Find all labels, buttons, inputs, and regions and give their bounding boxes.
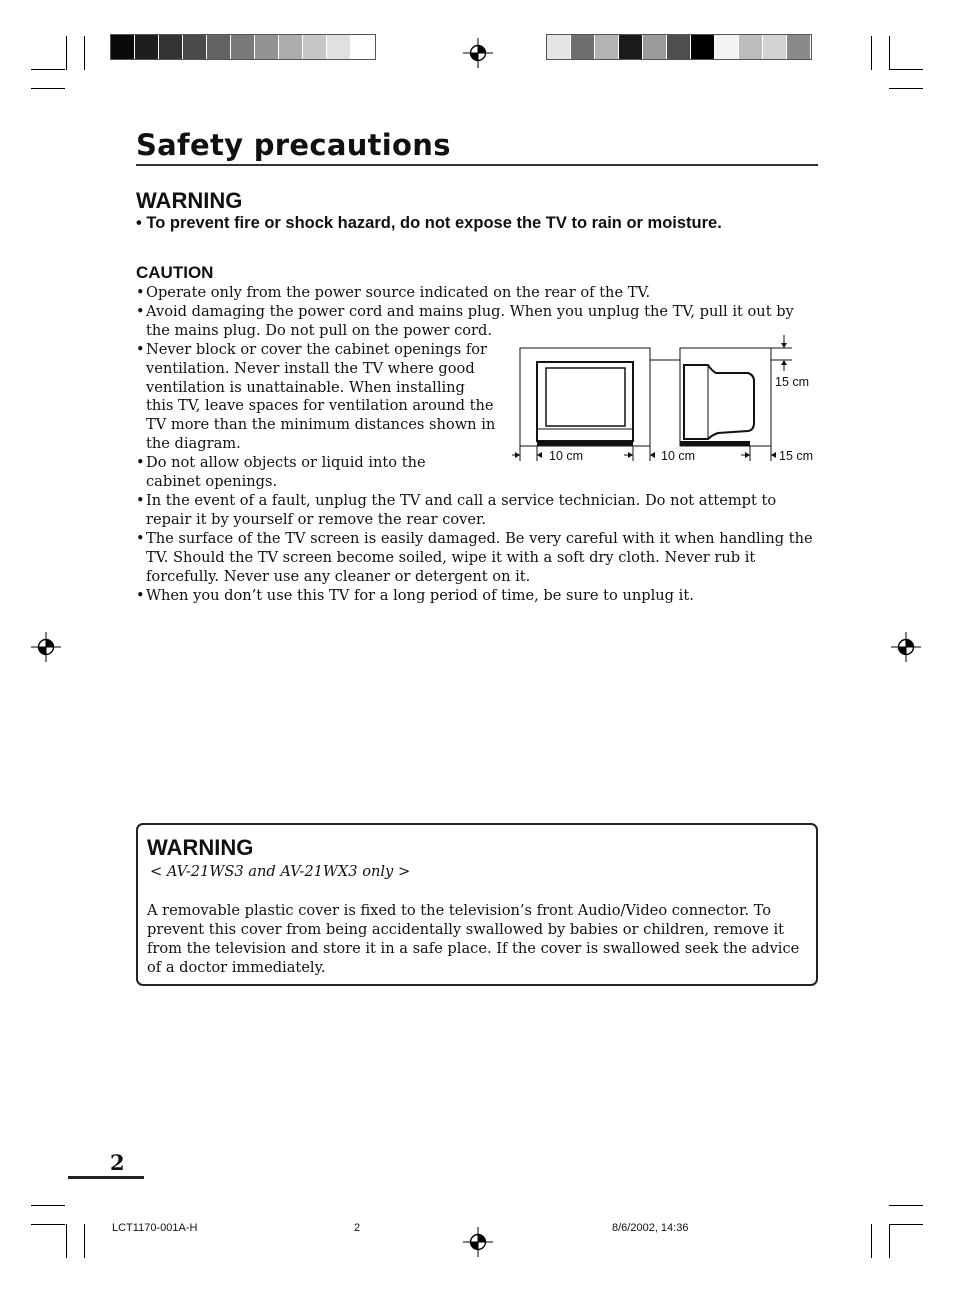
color-swatch: [619, 35, 643, 59]
ventilation-diagram: [512, 335, 822, 470]
crop-mark: [84, 36, 85, 70]
caution-item: • The surface of the TV screen is easily damaged. Be very careful with it when handling the TV. Should the TV screen become soiled, wipe it with a soft dry cloth. Never rub it forcefully. Never use any cleaner or detergent on it.: [136, 530, 820, 587]
registration-target-icon: [891, 632, 921, 662]
crop-mark: [871, 36, 872, 70]
warning-heading: WARNING: [136, 188, 243, 213]
crop-mark: [31, 1205, 65, 1206]
page-number-rule: [68, 1176, 144, 1179]
color-swatch: [255, 35, 279, 59]
caution-item: • Do not allow objects or liquid into the cabinet openings.: [136, 454, 451, 492]
color-swatch: [715, 35, 739, 59]
top-clearance-label: 15 cm: [775, 375, 810, 389]
title-rule: [136, 164, 818, 166]
color-swatch: [691, 35, 715, 59]
warning-box-text: A removable plastic cover is fixed to the television’s front Audio/Video connector. To prevent this cover from being accidentally swallowed by babies or children, remove it from the television and store it in a safe place. If the cover is swallowed seek the advice of a doctor immediately.: [147, 902, 800, 976]
color-swatch: [787, 35, 811, 59]
registration-target-icon: [463, 38, 493, 68]
color-swatch: [763, 35, 787, 59]
footer-date: 8/6/2002, 14:36: [612, 1222, 689, 1234]
caution-item: • Avoid damaging the power cord and mains plug. When you unplug the TV, pull it out by the mains plug. Do not pull on the power cord.: [136, 303, 820, 341]
crop-mark: [66, 36, 67, 70]
crop-mark: [889, 88, 923, 89]
color-swatch: [327, 35, 351, 59]
color-swatch: [231, 35, 255, 59]
page-number: 2: [110, 1150, 125, 1175]
color-swatch: [135, 35, 159, 59]
left-clearance-label: 10 cm: [549, 449, 584, 463]
page-title: Safety precautions: [136, 128, 451, 162]
caution-item: • When you don’t use this TV for a long period of time, be sure to unplug it.: [136, 587, 820, 606]
crop-mark: [871, 1224, 872, 1258]
caution-item: • Never block or cover the cabinet openings for ventilation. Never install the TV where good ventilation is unattainable. When installing this TV, leave spaces for ventilation around the TV more than the minimum distances shown in the diagram.: [136, 341, 496, 454]
color-swatch: [643, 35, 667, 59]
caution-item: • Operate only from the power source indicated on the rear of the TV.: [136, 284, 820, 303]
color-swatch: [595, 35, 619, 59]
rear-clearance-label: 15 cm: [779, 449, 814, 463]
crop-mark: [31, 88, 65, 89]
crop-mark: [66, 1224, 67, 1258]
color-bar-right: [546, 34, 812, 60]
color-swatch: [279, 35, 303, 59]
color-swatch: [667, 35, 691, 59]
crop-mark: [889, 1205, 923, 1206]
warning-box-heading: WARNING: [147, 835, 254, 860]
color-swatch: [739, 35, 763, 59]
color-swatch: [159, 35, 183, 59]
crop-mark: [889, 36, 890, 70]
color-swatch: [303, 35, 327, 59]
warning-box-models: < AV-21WS3 and AV-21WX3 only >: [150, 863, 411, 880]
registration-target-icon: [463, 1227, 493, 1257]
color-swatch: [351, 35, 375, 59]
warning-bullet: • To prevent fire or shock hazard, do not expose the TV to rain or moisture.: [136, 214, 722, 232]
color-bar-left: [110, 34, 376, 60]
crop-mark: [31, 1224, 65, 1225]
warning-box: [136, 823, 818, 986]
footer-doc-code: LCT1170-001A-H: [112, 1222, 198, 1234]
color-swatch: [183, 35, 207, 59]
color-swatch: [207, 35, 231, 59]
crop-mark: [889, 1224, 890, 1258]
color-swatch: [111, 35, 135, 59]
crop-mark: [889, 1224, 923, 1225]
crop-mark: [31, 69, 65, 70]
footer-page: 2: [354, 1222, 361, 1234]
caution-heading: CAUTION: [136, 263, 214, 282]
registration-target-icon: [31, 632, 61, 662]
crop-mark: [889, 69, 923, 70]
color-swatch: [547, 35, 571, 59]
middle-clearance-label: 10 cm: [661, 449, 696, 463]
caution-item: • In the event of a fault, unplug the TV and call a service technician. Do not attempt to repair it by yourself or remove the rear cover.: [136, 492, 820, 530]
crop-mark: [84, 1224, 85, 1258]
color-swatch: [571, 35, 595, 59]
